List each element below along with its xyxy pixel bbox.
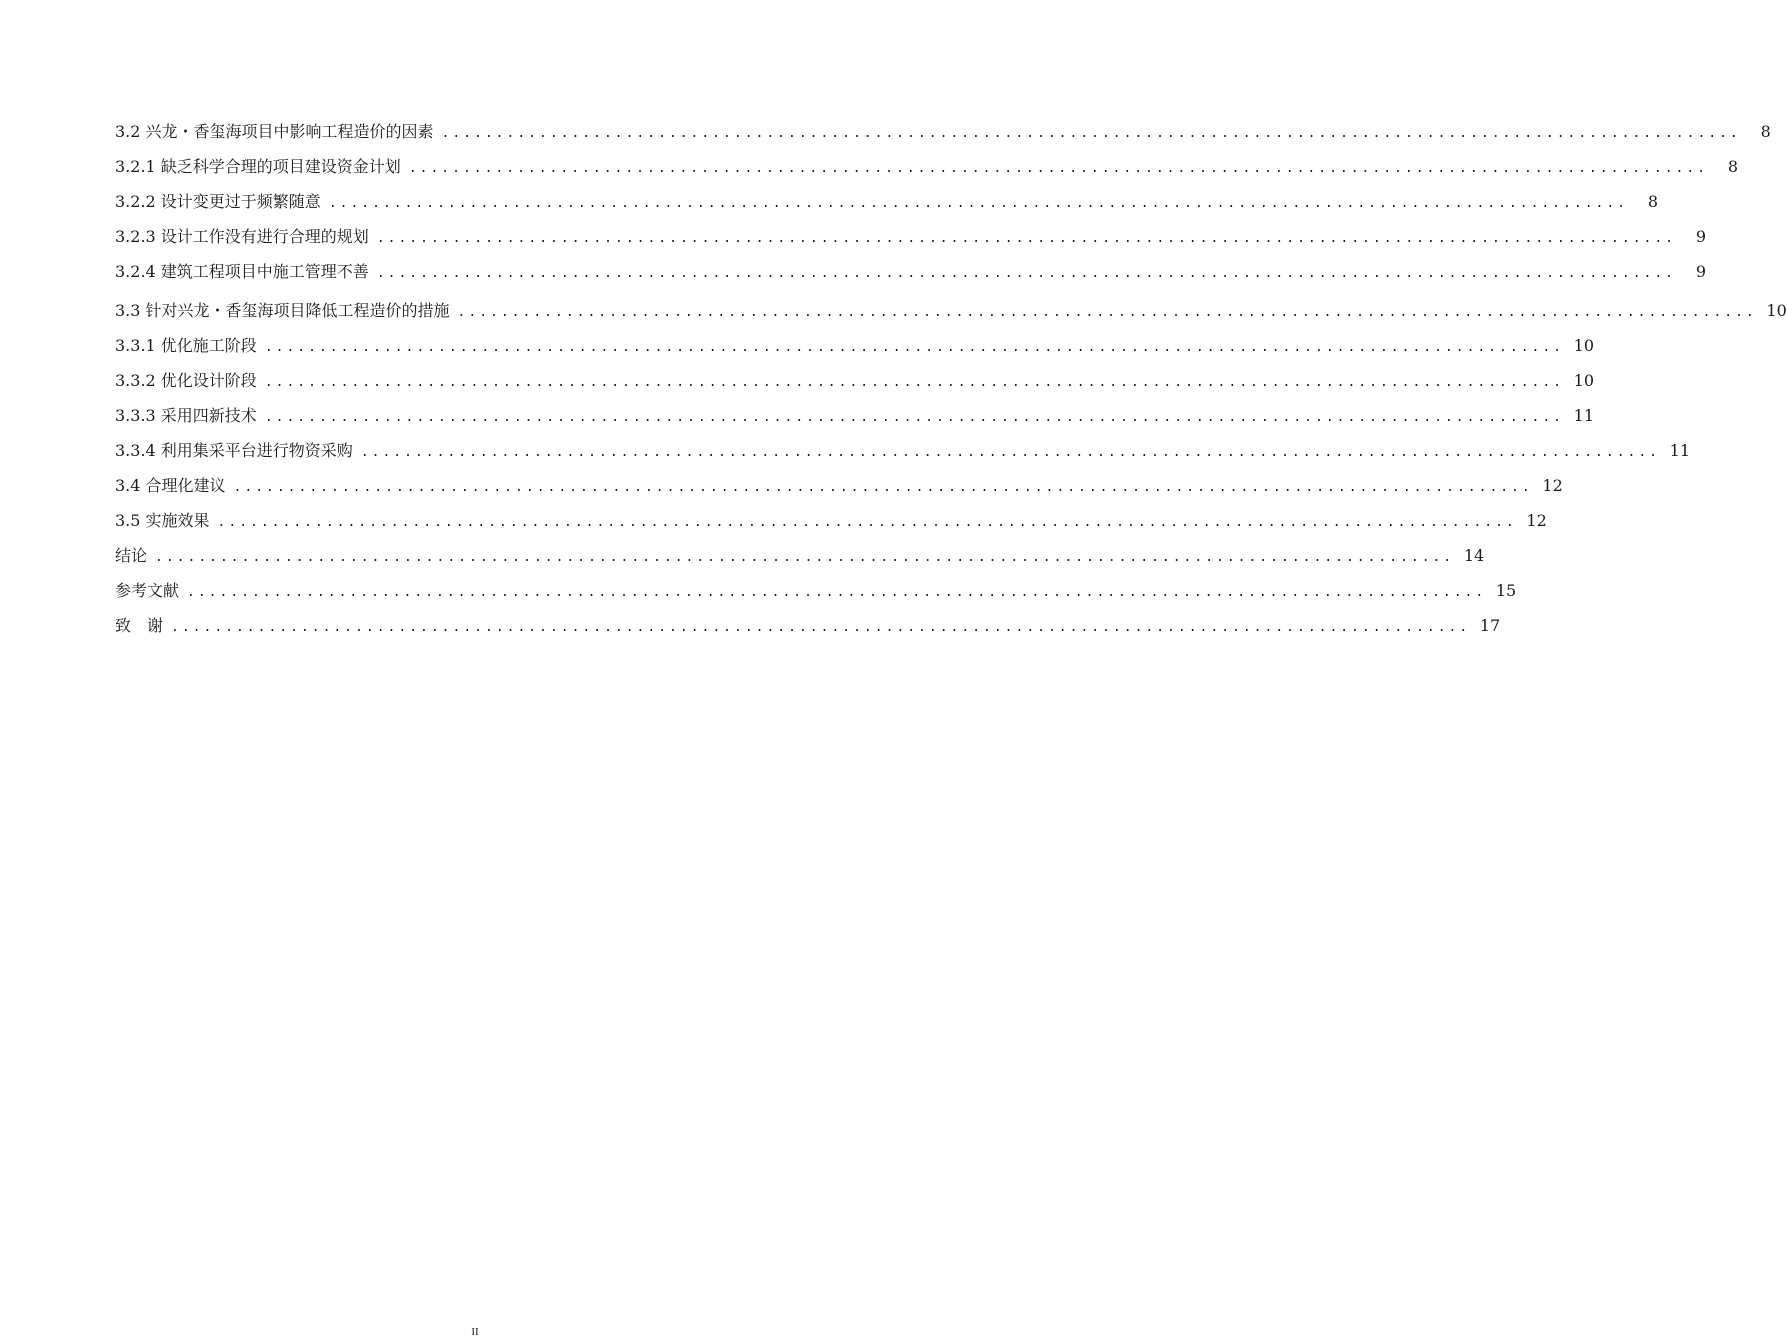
toc-entry-label: 3.3.2 优化设计阶段	[115, 371, 257, 390]
toc-entry-page: 15	[1495, 581, 1517, 600]
toc-leader-dots: ........................................................................................................................	[360, 445, 1661, 460]
toc-entry[interactable]	[115, 507, 1547, 542]
toc-entry-label: 3.3.1 优化施工阶段	[115, 336, 257, 355]
toc-entry-label: 3.2.4 建筑工程项目中施工管理不善	[115, 262, 369, 281]
toc-entry-label: 3.3.4 利用集采平台进行物资采购	[115, 441, 353, 460]
toc-entry-label: 3.3.3 采用四新技术	[115, 406, 257, 425]
toc-leader-dots: ........................................................................................................................	[408, 161, 1709, 176]
toc-entry-label: 3.2 兴龙・香玺海项目中影响工程造价的因素	[115, 122, 434, 141]
toc-entry[interactable]	[115, 367, 1595, 402]
toc-entry-page: 14	[1463, 546, 1485, 565]
toc-entry[interactable]	[115, 118, 1771, 153]
toc-entry[interactable]	[115, 297, 1787, 332]
toc-entry[interactable]	[115, 437, 1691, 472]
toc-leader-dots: ........................................................................................................................	[328, 196, 1629, 211]
toc-entry-page: 10	[1766, 301, 1787, 320]
toc-entry-page: 10	[1573, 371, 1595, 390]
toc-leader-dots: ........................................................................................................................	[264, 375, 1565, 390]
toc-entry-page: 12	[1526, 511, 1547, 530]
toc-leader-dots: ........................................................................................................................	[457, 305, 1757, 320]
toc-entry[interactable]	[115, 577, 1517, 612]
toc-entry-page: 8	[1727, 157, 1739, 176]
toc-entry-label: 结论	[115, 546, 148, 565]
toc-entry[interactable]	[115, 223, 1707, 258]
toc-entry[interactable]	[115, 542, 1485, 577]
toc-entry[interactable]	[115, 612, 1501, 647]
toc-entry-page: 17	[1479, 616, 1501, 635]
toc-leader-dots: ........................................................................................................................	[187, 585, 1487, 600]
toc-entry-label: 3.2.3 设计工作没有进行合理的规划	[115, 227, 369, 246]
toc-entry[interactable]	[115, 402, 1595, 437]
toc-entry-label: 3.2.1 缺乏科学合理的项目建设资金计划	[115, 157, 401, 176]
toc-entry[interactable]	[115, 258, 1707, 293]
toc-entry-label: 3.2.2 设计变更过于频繁随意	[115, 192, 321, 211]
toc-entry-label: 致 谢	[115, 616, 164, 635]
toc-entry-label: 3.4 合理化建议	[115, 476, 226, 495]
toc-entry-label: 3.5 实施效果	[115, 511, 210, 530]
toc-entry-page: 10	[1573, 336, 1595, 355]
toc-entry-label: 参考文献	[115, 581, 180, 600]
toc-entry[interactable]	[115, 188, 1659, 223]
toc-leader-dots: ........................................................................................................................	[217, 515, 1517, 530]
toc-leader-dots: ........................................................................................................................	[233, 480, 1533, 495]
toc-entry-page: 9	[1695, 262, 1707, 281]
toc-entry-page: 9	[1695, 227, 1707, 246]
toc-entry-page: 8	[1647, 192, 1659, 211]
toc-leader-dots: ........................................................................................................................	[376, 231, 1677, 246]
toc-entry[interactable]	[115, 153, 1739, 188]
toc-leader-dots: ........................................................................................................................	[155, 550, 1455, 565]
toc-entry[interactable]	[115, 332, 1595, 367]
toc-entry-page: 12	[1542, 476, 1563, 495]
toc-entry[interactable]	[115, 472, 1563, 507]
toc-leader-dots: ........................................................................................................................	[441, 126, 1741, 141]
toc-entry-page: 11	[1669, 441, 1691, 460]
toc-leader-dots: ........................................................................................................................	[264, 410, 1565, 425]
toc-entry-page: 8	[1760, 122, 1771, 141]
toc-leader-dots: ........................................................................................................................	[376, 266, 1677, 281]
toc-leader-dots: ........................................................................................................................	[264, 340, 1565, 355]
toc-entry-label: 3.3 针对兴龙・香玺海项目降低工程造价的措施	[115, 301, 450, 320]
page-number: II	[471, 1326, 479, 1338]
toc-entry-page: 11	[1573, 406, 1595, 425]
table-of-contents	[115, 118, 1787, 647]
toc-leader-dots: ........................................................................................................................	[171, 620, 1471, 635]
